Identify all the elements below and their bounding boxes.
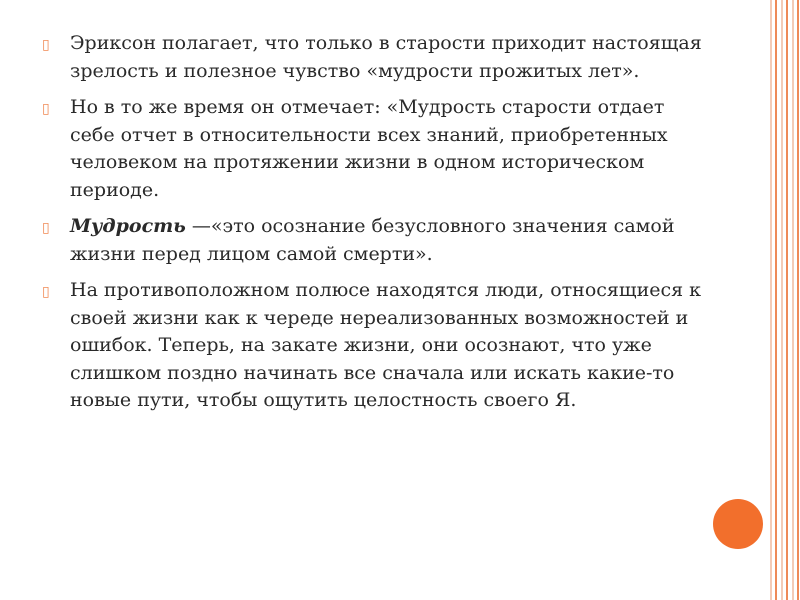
bullet-text-3 bbox=[70, 213, 702, 268]
bullet-marker-icon: ▯ bbox=[42, 101, 50, 117]
bullet-item-4 bbox=[42, 277, 702, 415]
bullet-list bbox=[42, 30, 702, 424]
bullet-marker-icon: ▯ bbox=[42, 220, 50, 236]
bullet-marker-icon: ▯ bbox=[42, 284, 50, 300]
bullet-item-1 bbox=[42, 30, 702, 85]
bullet-text-4: На противоположном полюсе находятся люди, относящиеся к своей жизни как к череде нереализованных возможностей и ошибок. Теперь, на закате жизни, они осознают, что уже слишком поздно начинать все сначала или искать какие-то новые пути, чтобы ощутить целостность своего Я. bbox=[70, 279, 702, 411]
bullet-text-2: Но в то же время он отмечает: «Мудрость старости отдает себе отчет в относительности всех знаний, приобретенных человеком на протяжении жизни в одном историческом периоде. bbox=[70, 96, 668, 201]
definition-text: —«это осознание безусловного значения самой жизни перед лицом самой смерти». bbox=[70, 215, 675, 265]
bullet-item-2 bbox=[42, 94, 702, 204]
bullet-item-3 bbox=[42, 213, 702, 268]
bullet-marker-icon: ▯ bbox=[42, 37, 50, 53]
decorative-circle bbox=[713, 499, 763, 549]
term-wisdom: Мудрость bbox=[70, 215, 186, 237]
bullet-text-1: Эриксон полагает, что только в старости приходит настоящая зрелость и полезное чувство «мудрости прожитых лет». bbox=[70, 32, 702, 82]
decorative-border bbox=[770, 0, 800, 600]
